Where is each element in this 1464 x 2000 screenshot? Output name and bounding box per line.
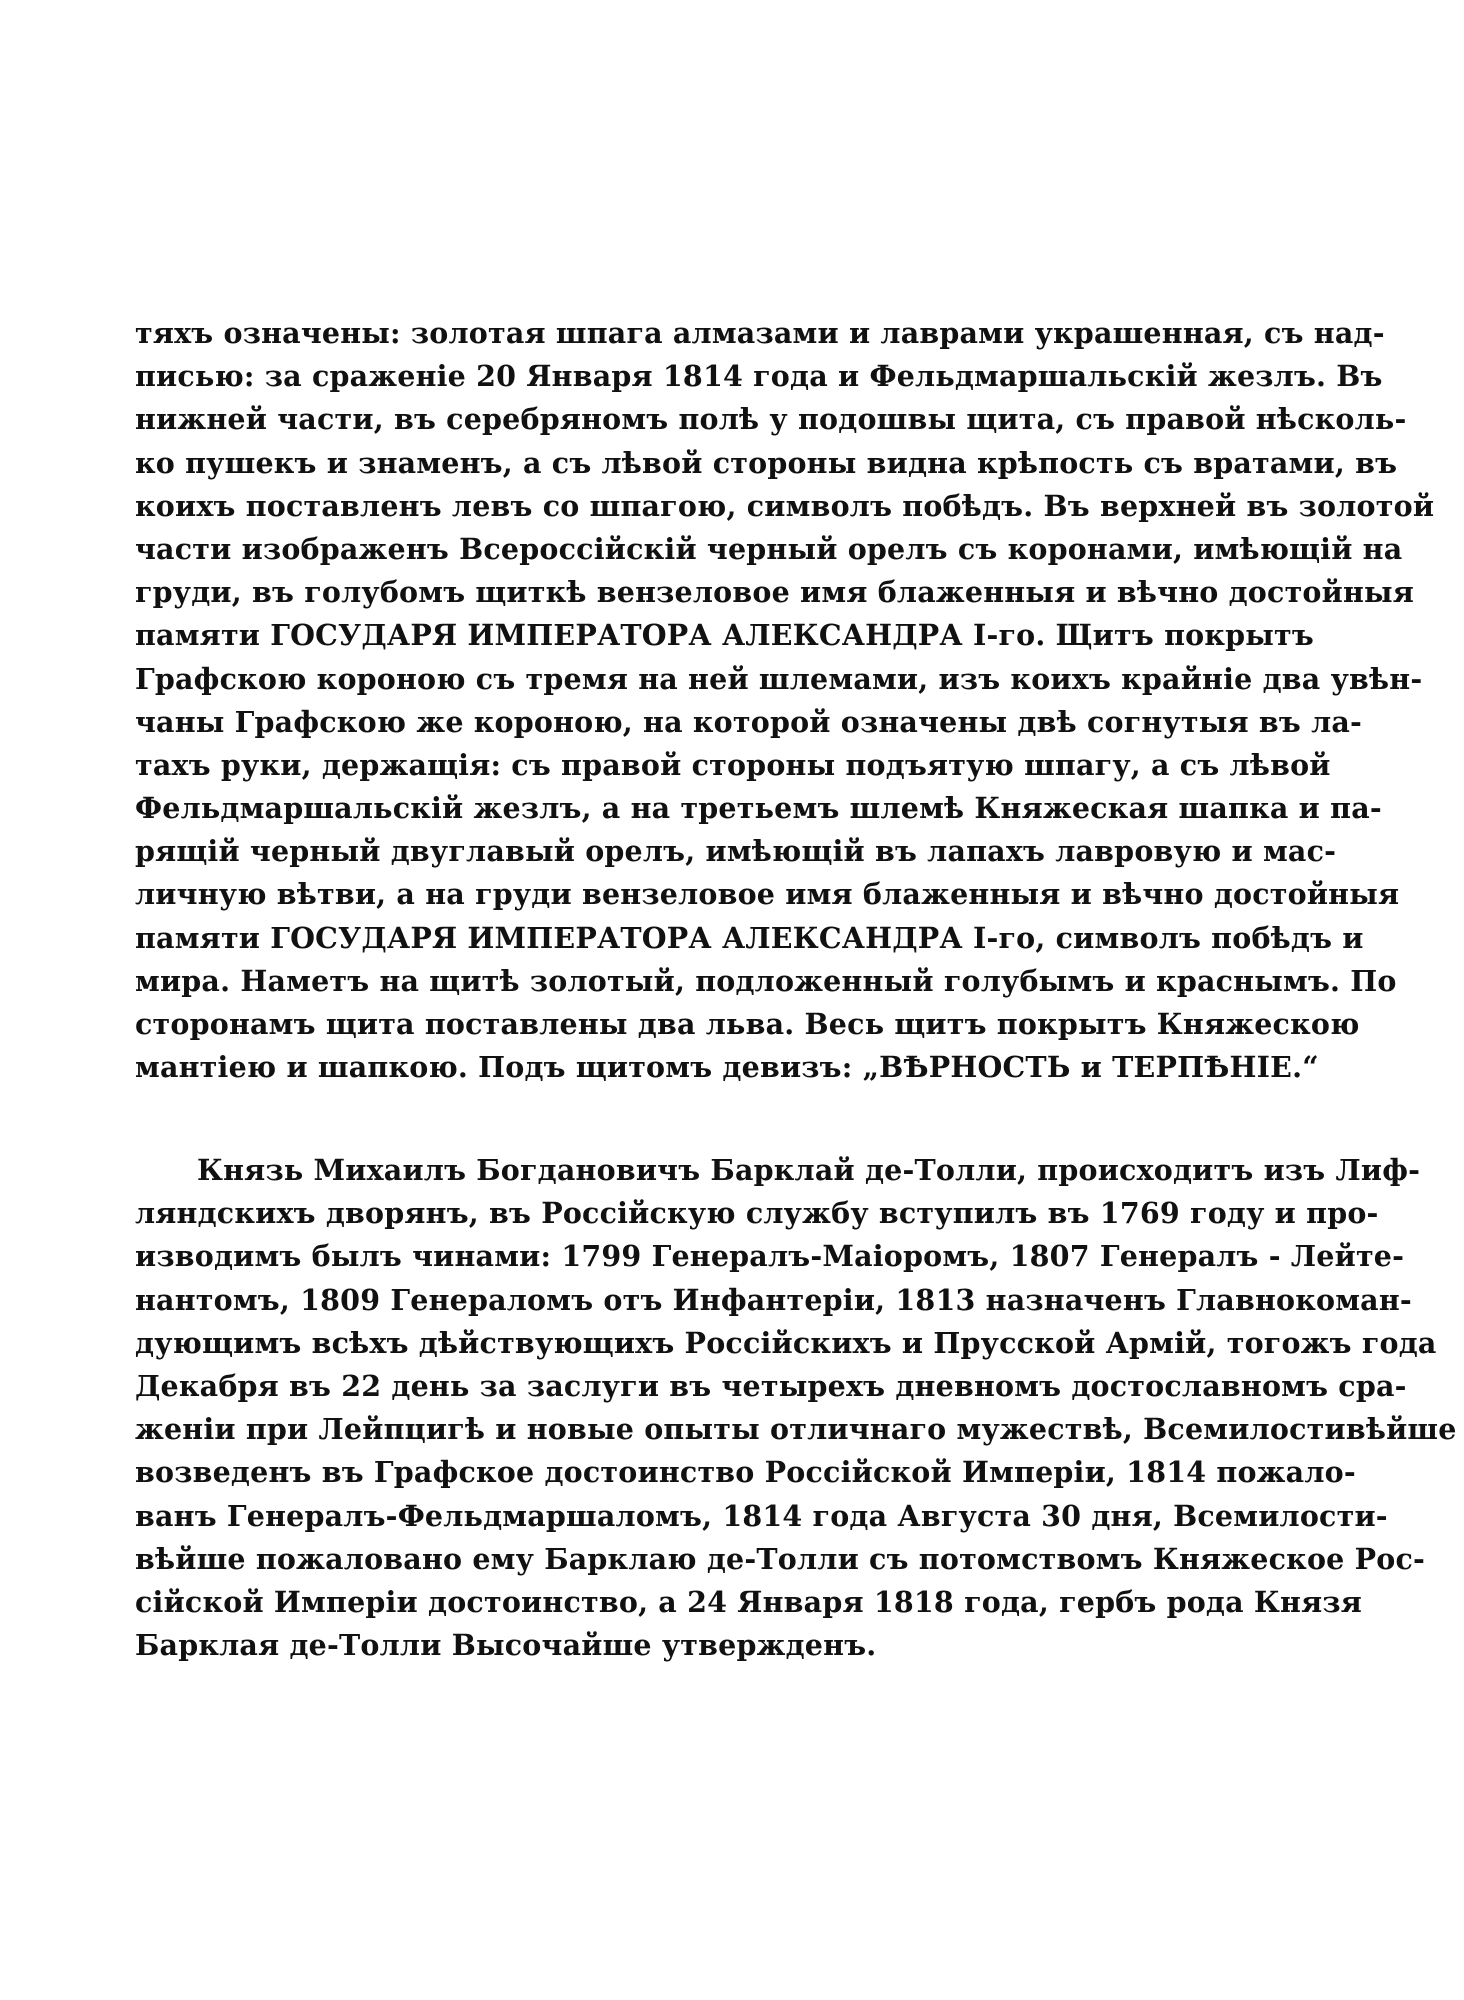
text-line: ко пушекъ и знаменъ, а съ лѣвой стороны видна крѣпость съ вратами, въ [135, 445, 1398, 480]
text-line: сійской Имперіи достоинство, а 24 Января 1818 года, гербъ рода Князя [135, 1584, 1362, 1619]
text-line: нижней части, въ серебряномъ полѣ у подошвы щита, съ правой нѣсколь- [135, 402, 1407, 437]
text-line: ляндскихъ дворянъ, въ Россійскую службу вступилъ въ 1769 году и про- [135, 1196, 1379, 1231]
text-line: личную вѣтви, а на груди вензеловое имя блаженныя и вѣчно достойныя [135, 877, 1400, 912]
text-line: Фельдмаршальскій жезлъ, а на третьемъ шлемѣ Княжеская шапка и па- [135, 791, 1382, 826]
paragraph-biography [135, 1149, 1457, 1667]
text-line: тяхъ означены: золотая шпага алмазами и лаврами украшенная, съ над- [135, 316, 1385, 350]
text-line: рящій черный двуглавый орелъ, имѣющій въ лапахъ лавровую и мас- [135, 834, 1337, 869]
text-line: сторонамъ щита поставлены два льва. Весь щитъ покрытъ Княжескою [135, 1007, 1360, 1041]
text-line: вѣйше пожаловано ему Барклаю де-Толли съ потомствомъ Княжеское Рос- [135, 1541, 1426, 1576]
text-line: ванъ Генералъ-Фельдмаршаломъ, 1814 года Августа 30 дня, Всемилости- [135, 1498, 1388, 1533]
text-line: Декабря въ 22 день за заслуги въ четырехъ дневномъ достославномъ сра- [135, 1368, 1407, 1403]
text-line: чаны Графскою же короною, на которой означены двѣ согнутыя въ ла- [135, 704, 1363, 739]
text-line: Графскою короною съ тремя на ней шлемами, изъ коихъ крайніе два увѣн- [135, 661, 1423, 696]
text-line: памяти ГОСУДАРЯ ИМПЕРАТОРА АЛЕКСАНДРА І-го, символъ побѣдъ и [135, 920, 1364, 955]
text-line: части изображенъ Всероссійскій черный орелъ съ коронами, имѣющій на [135, 531, 1403, 566]
text-line: тахъ руки, держащія: съ правой стороны подъятую шпагу, а съ лѣвой [135, 747, 1331, 782]
text-line: изводимъ былъ чинами: 1799 Генералъ-Маіоромъ, 1807 Генералъ - Лейте- [135, 1239, 1405, 1274]
text-line: памяти ГОСУДАРЯ ИМПЕРАТОРА АЛЕКСАНДРА І-го. Щитъ покрытъ [135, 618, 1314, 653]
text-line: Барклая де-Толли Высочайше утвержденъ. [135, 1628, 877, 1663]
text-line: дующимъ всѣхъ дѣйствующихъ Россійскихъ и Прусской Армій, тогожъ года [135, 1325, 1437, 1360]
text-line: женіи при Лейпцигѣ и новые опыты отличнаго мужествѣ, Всемилостивѣйше [135, 1412, 1457, 1447]
text-line: Князь Михаилъ Богдановичъ Барклай де-Толли, происходитъ изъ Лиф- [197, 1153, 1421, 1187]
text-line: писью: за сраженіе 20 Января 1814 года и Фельдмаршальскій жезлъ. Въ [135, 359, 1383, 394]
text-line: груди, въ голубомъ щиткѣ вензеловое имя блаженныя и вѣчно достойныя [135, 575, 1415, 610]
text-line: коихъ поставленъ левъ со шпагою, символъ побѣдъ. Въ верхней въ золотой [135, 488, 1435, 523]
paragraph-coat-of-arms-description [135, 312, 1435, 1089]
text-line: мантіею и шапкою. Подъ щитомъ девизъ: „ВѢРНОСТЬ и ТЕРПѢНІЕ.“ [135, 1050, 1319, 1085]
text-line: нантомъ, 1809 Генераломъ отъ Инфантеріи, 1813 назначенъ Главнокоман- [135, 1282, 1412, 1317]
text-line: мира. Наметъ на щитѣ золотый, подложенный голубымъ и краснымъ. По [135, 963, 1397, 998]
text-line: возведенъ въ Графское достоинство Россійской Имперіи, 1814 пожало- [135, 1455, 1356, 1490]
